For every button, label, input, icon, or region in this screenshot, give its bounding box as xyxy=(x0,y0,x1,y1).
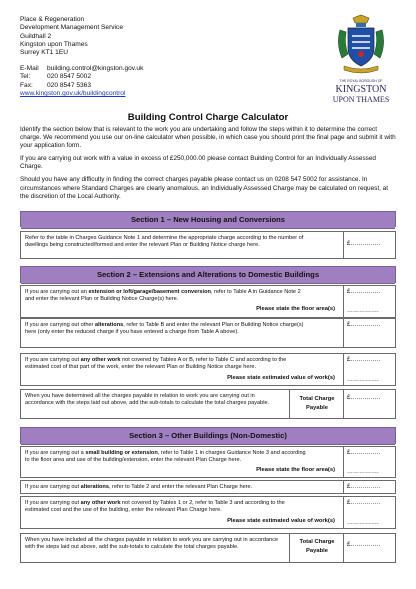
section-1-header xyxy=(20,211,396,227)
section-3-heading: Section 3 – Other Buildings (Non-Domestic) xyxy=(21,428,395,445)
section-1-heading: Section 1 – New Housing and Conversions xyxy=(21,212,395,229)
section-2-row-other-work: If you are carrying out any other work not covered by Tables A or B, refer to Table C and according to the estimated cost of that part of the work, enter the relevant Plan or Building Notice charge here. Please state estimated value of work(s) £…………… ……………. xyxy=(20,353,396,386)
floor-area-label: Please state the floor area(s) xyxy=(256,306,335,312)
address-block xyxy=(20,16,123,57)
section-3-row-total xyxy=(20,533,396,563)
floor-area-label: Please state the floor area(s) xyxy=(256,467,335,473)
tel-number: 020 8547 5002 xyxy=(47,73,92,81)
estimated-value-label: Please state estimated value of work(s) xyxy=(227,518,335,524)
other-work-amount-field[interactable]: £…………… xyxy=(347,500,381,506)
section-3-row-small-building: If you are carrying out a small building or extension, refer to Table 1 in charges Guidance Note 3 and according to the floor area and use of the building/extension, enter the relevant Plan Charge here. Please state the floor area(s) £…………… ……………. xyxy=(20,446,396,478)
section-3-row-other-work: If you are carrying out any other work not covered by Tables 1 or 2, refer to Table 3 and according to the estimated cost and the use of the building, enter the relevant Plan Charge here. Please state estimated value of work(s) £…………… ……………. xyxy=(20,496,396,529)
section-3-total-label: Total Charge Payable xyxy=(299,539,335,554)
fax-number: 020 8547 5363 xyxy=(47,81,92,89)
address-line: Kingston upon Thames xyxy=(20,40,88,48)
address-line: Guildhall 2 xyxy=(20,32,52,40)
section-2-total-text: When you have determined all the charges payable in relation to work you are carrying out in accordance with the steps laid out above, add the sub-totals to calculate the total charges payable. xyxy=(25,393,270,407)
section-2-total-field[interactable]: £…………… xyxy=(347,395,381,401)
intro-paragraph: Identify the section below that is relevant to the work you are undertaking and follow the steps within it to determine the correct charge. We recommend you use our on-line calculator when possible, in which case you should print the final page and submit it with your application form. xyxy=(20,126,396,150)
coat-of-arms-crest-icon xyxy=(338,15,383,73)
other-work-amount-field[interactable]: £…………… xyxy=(347,357,381,363)
email-address: building.control@kingston.gov.uk xyxy=(47,65,144,72)
estimated-value-label: Please state estimated value of work(s) xyxy=(227,375,335,381)
logo-line-1: THE ROYAL BOROUGH OF xyxy=(339,79,383,83)
website-link[interactable]: www.kingston.gov.uk/buildingcontrol xyxy=(20,89,126,97)
section-3-header xyxy=(20,427,396,444)
address-line: Surrey KT1 1EU xyxy=(20,49,69,57)
floor-area-field[interactable]: ……………. xyxy=(347,469,379,475)
address-line: Development Management Service xyxy=(20,24,123,32)
section-2-header xyxy=(20,266,396,283)
extension-amount-field[interactable]: £…………… xyxy=(347,289,381,295)
page-title: Building Control Charge Calculator xyxy=(127,112,289,123)
section-1-row xyxy=(20,231,396,259)
estimated-value-field[interactable]: ……………. xyxy=(347,377,379,383)
intro-paragraph: Should you have any difficulty in finding the correct charges payable please contact us on 0208 547 5002 for assistance. In circumstances where Standard Charges are clearly anomalous, an Individually Assessed Charge may be calculated on request, at the discretion of the Local Authority. xyxy=(20,176,389,200)
email-label: E-Mail xyxy=(20,65,39,72)
floor-area-field[interactable]: ……………. xyxy=(347,308,379,314)
alterations-amount-field[interactable]: £…………… xyxy=(347,484,381,490)
tel-label: Tel: xyxy=(20,73,31,81)
section-2-row-extension: If you are carrying out an extension or loft/garage/basement conversion, refer to Table A in Guidance Note 2 and enter the relevant Plan or Building Notice Charge(s) here. Please state the floor area(s) £…………… ……………. xyxy=(20,285,396,318)
logo-line-2: KINGSTON xyxy=(335,84,387,95)
section-1-amount-field[interactable]: £…………… xyxy=(347,241,381,247)
section-3-total-text: When you have included all the charges payable in relation to work you are carrying out in accordance with the steps laid out above, add the sub-totals to calculate the total charges payable. xyxy=(25,537,279,551)
section-1-text: Refer to the table in Charges Guidance Note 1 and determine the appropriate charge according to the number of dwellings being constructed/formed and enter the relevant Plan or Building Notice charge here. xyxy=(25,235,304,249)
section-3-total-field[interactable]: £…………… xyxy=(347,542,381,548)
alterations-amount-field[interactable]: £…………… xyxy=(347,322,381,328)
intro-paragraph: If you are carrying out work with a value in excess of £250,000.00 please contact Building Control for an Individually Assessed Charge. xyxy=(20,155,376,171)
section-2-heading: Section 2 – Extensions and Alterations to Domestic Buildings xyxy=(21,267,395,284)
address-line: Place & Regeneration xyxy=(20,16,85,23)
section-2-total-label: Total Charge Payable xyxy=(299,396,335,411)
fax-label: Fax: xyxy=(20,81,33,89)
section-2-row-total xyxy=(20,389,396,419)
kingston-logo xyxy=(326,14,396,106)
small-building-amount-field[interactable]: £…………… xyxy=(347,450,381,456)
section-2-row-alterations: If you are carrying out other alterations, refer to Table B and enter the relevant Plan or Building Notice charge(s) here (only enter the reduced charge if you have entered a charge from Table A above). £…………… xyxy=(20,318,396,348)
logo-line-3: UPON THAMES xyxy=(332,95,390,104)
intro-text xyxy=(20,126,396,206)
section-3-row-alterations: If you are carrying out alterations, refer to Table 2 and enter the relevant Plan Charge here. £…………… xyxy=(20,480,396,494)
contact-block xyxy=(20,65,143,98)
estimated-value-field[interactable]: ……………. xyxy=(347,520,379,526)
